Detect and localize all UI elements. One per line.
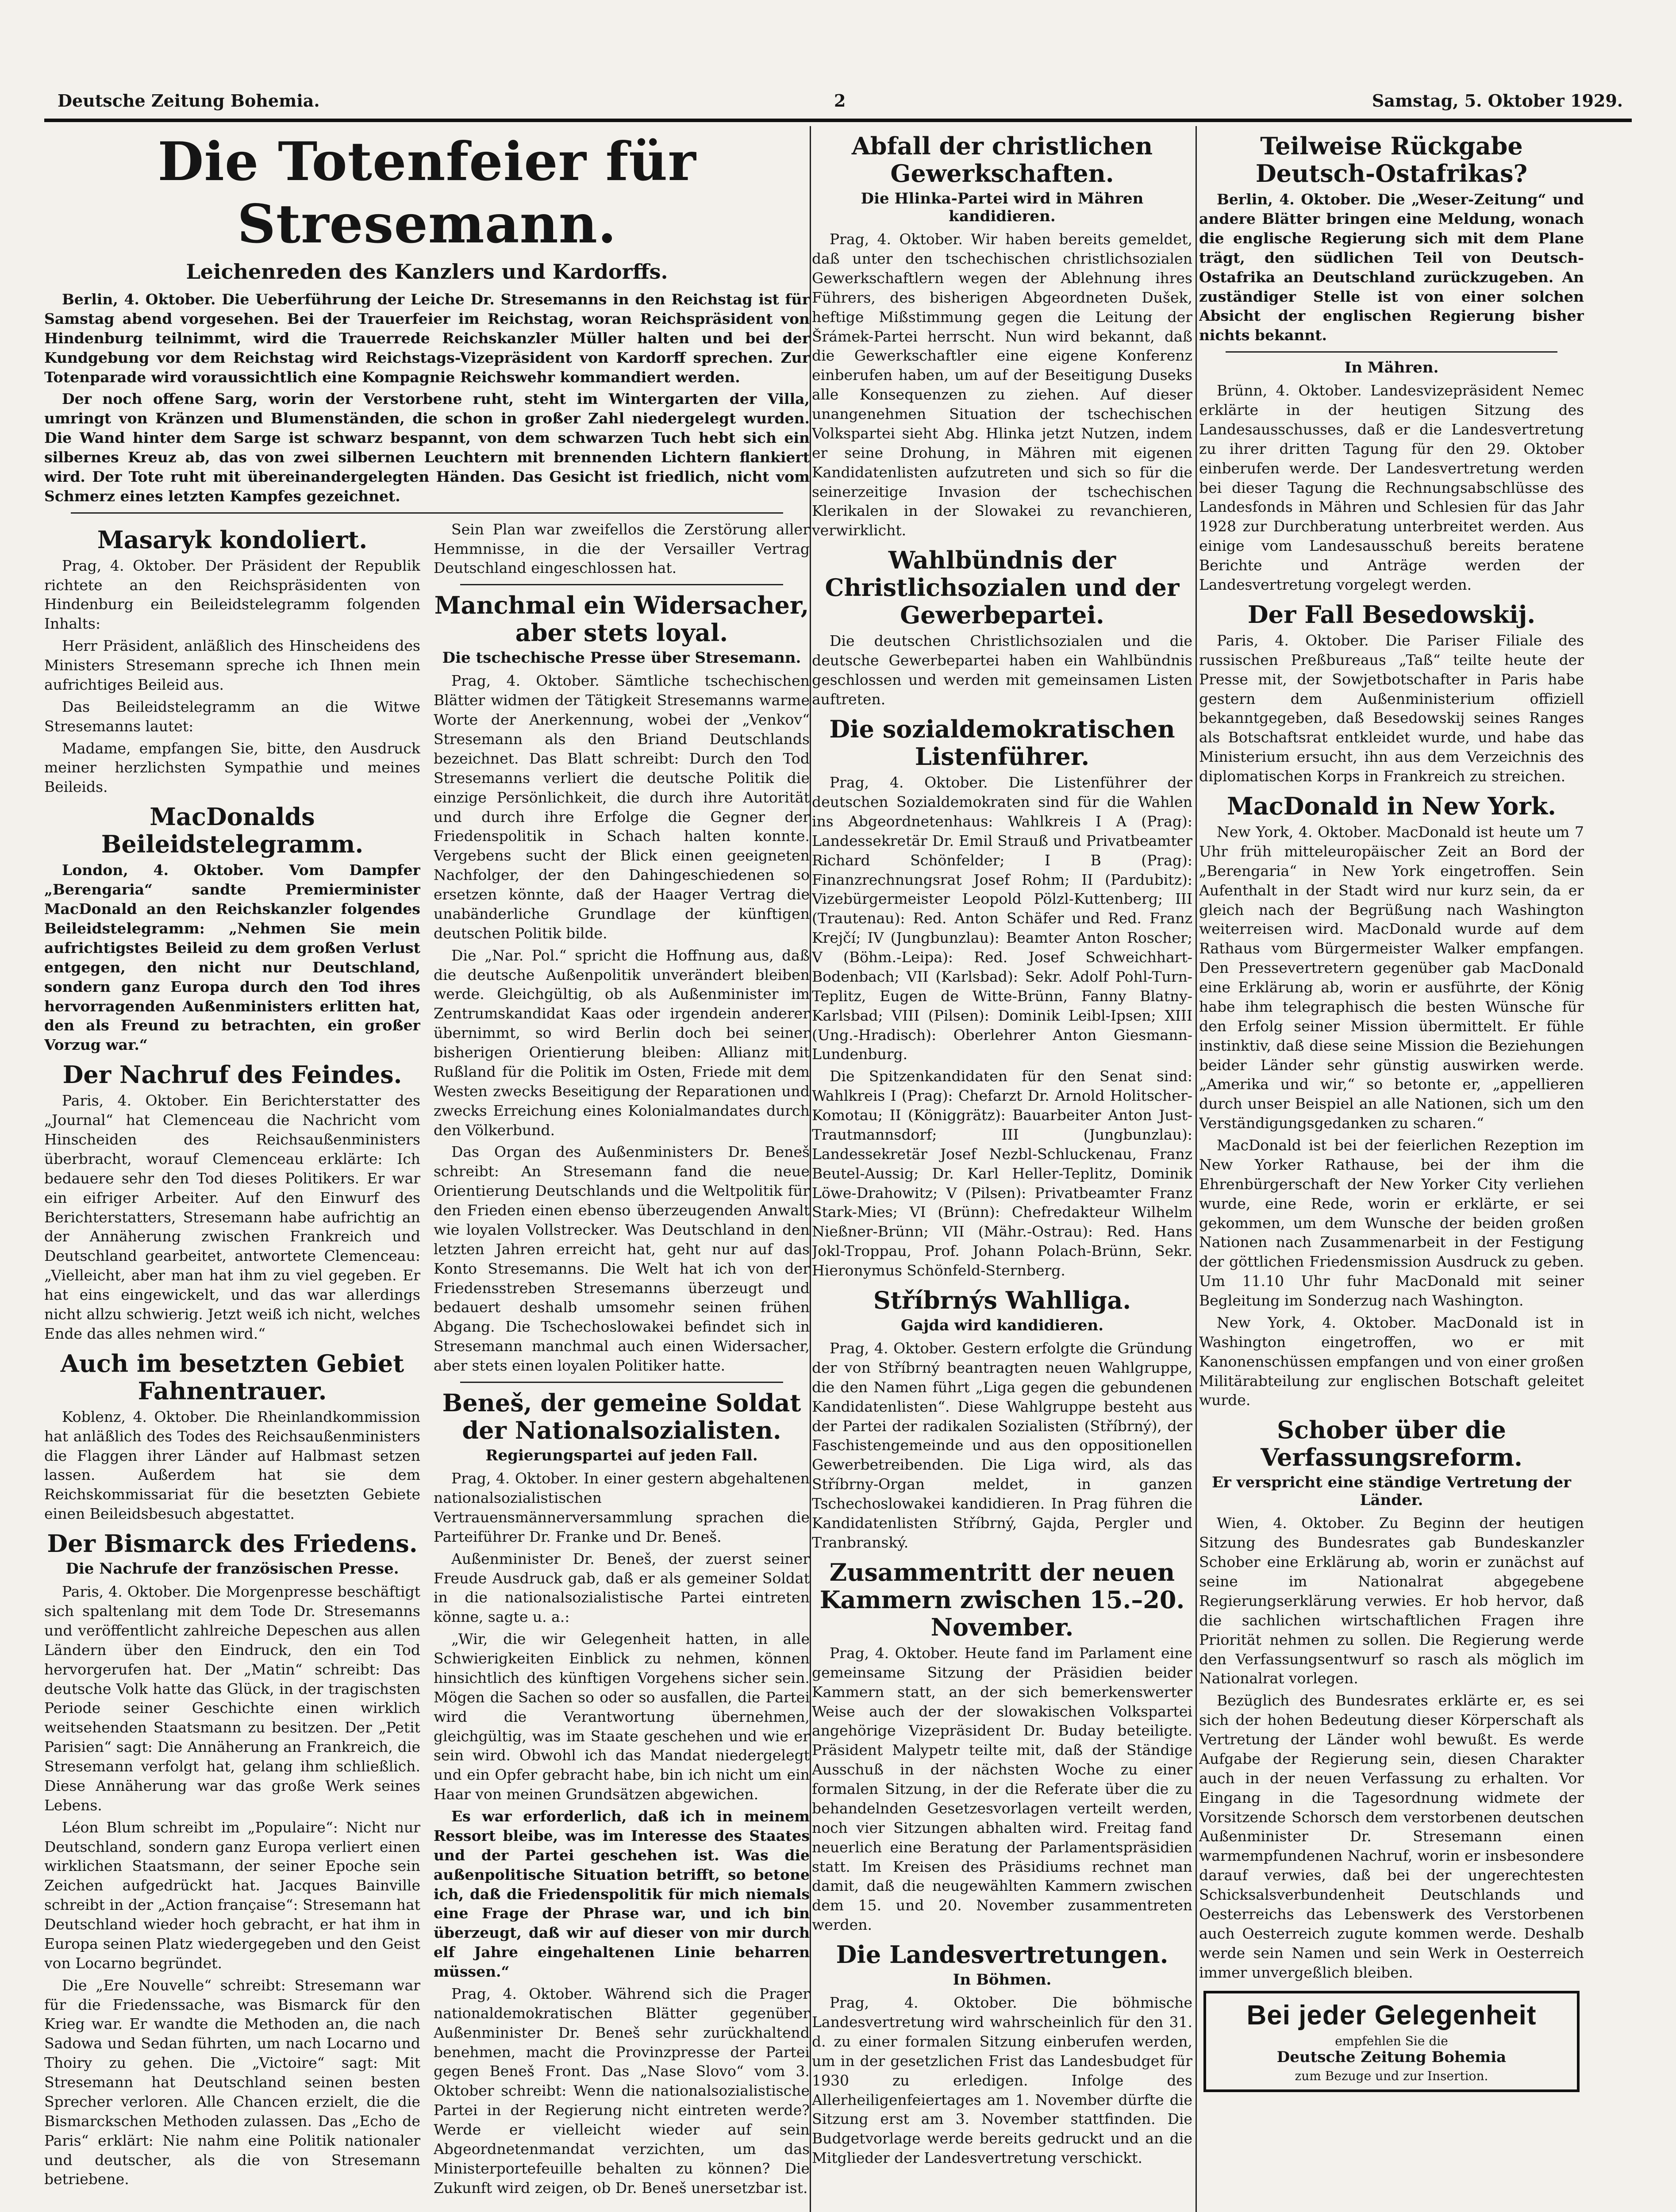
article-subheadline: In Böhmen. xyxy=(953,1971,1052,1989)
divider xyxy=(71,512,783,514)
article-paragraph: Sein Plan war zweifellos die Zerstörung aller Hemmnisse, in die der Versailler Vertrag Deutschland eingeschlossen hat. xyxy=(434,520,810,577)
article-paragraph: Die Spitzenkandidaten für den Senat sind: Wahlkreis I (Prag): Chefarzt Dr. Arnold Holitscher-Komotau; II (Königgrätz): Bauarbeiter Anton Just-Trautmannsdorf; III (Jungbunzlau): Landessekretär Josef Nezbl-Schluckenau, Franz Beutel-Aussig; Dr. Karl Heller-Teplitz, Dominik Löwe-Drahowitz; V (Pilsen): Privatbeamter Franz Stark-Mies; VI (Brünn): Chefredakteur Wilhelm Nießner-Brünn; VII (Mähr.-Ostrau): Red. Hans Jokl-Troppau, Prof. Johann Polach-Brünn, Sekr. Hieronymus Schönfeld-Sternberg. xyxy=(812,1068,1192,1279)
column-2 xyxy=(434,520,810,2200)
article-paragraph: New York, 4. Oktober. MacDonald ist in Washington eingetroffen, wo er mit Kanonenschüssen empfangen und von einer großen Militärabteilung zur englischen Botschaft geleitet wurde. xyxy=(1199,1313,1584,1409)
article-headline: Die sozialdemokratischen Listenführer. xyxy=(829,714,1175,771)
article-paragraph: Prag, 4. Oktober. Wir haben bereits gemeldet, daß unter den tschechischen christlichsozialen Gewerkschaftlern wegen der Ablehnung ihres Führers, des bisherigen Abgeordneten Dušek, heftige Mißstimmung gegen die Leitung der Šrámek-Partei herrscht. Nun wird bekannt, daß die Gewerkschaftler eine eigene Konferenz einberufen haben, um auf der Beseitigung Duseks alle Konsequenzen zu ziehen. Auf dieser unangenehmen Situation der tschechischen Volkspartei sieht Abg. Hlinka jetzt Nutzen, indem er seine Drohung, in Mähren mit eigenen Kandidatenlisten aufzutreten und sich so für die seinerzeitige Invasion der tschechischen Klerikalen in der Slowakei zu revanchieren, verwirklicht. xyxy=(812,230,1192,539)
article-headline: Zusammentritt der neuen Kammern zwischen 15.–20. November. xyxy=(819,1558,1185,1641)
article-paragraph: Prag, 4. Oktober. In einer gestern abgehaltenen nationalsozialistischen Vertrauensmännerversammlung sprachen die Parteiführer Dr. Franke und Dr. Beneš. xyxy=(434,1470,810,1545)
article-paragraph: New York, 4. Oktober. MacDonald ist heute um 7 Uhr früh mitteleuropäischer Zeit an Bord der „Berengaria“ in New York eingetroffen. Sein Aufenthalt in der Stadt wird nur kurz sein, da er gleich nach der Begrüßung nach Washington weiterreisen wird. MacDonald wurde auf dem Rathaus vom Bürgermeister Walker empfangen. Den Pressevertretern gegenüber gab MacDonald eine Erklärung ab, worin er ausführte, der König habe ihm telegraphisch die besten Wünsche für den Erfolg seiner Mission übermittelt. Er fühle instinktiv, daß diese seine Mission die Beziehungen beider Länder sehr günstig auswirken werde. „Amerika und wir,“ so betonte er, „appellieren durch unser Beispiel an alle Nationen, sich um den Verständigungsgedanken zu scharen.“ xyxy=(1199,823,1584,1132)
lead-subheadline: Leichenreden des Kanzlers und Kardorffs. xyxy=(186,260,668,284)
column-3 xyxy=(812,126,1192,2212)
article-headline: Manchmal ein Widersacher, aber stets loyal. xyxy=(434,591,809,647)
lead-headline: Die Totenfeier für Stresemann. xyxy=(158,131,696,255)
article-paragraph: Paris, 4. Oktober. Die Morgenpresse beschäftigt sich spaltenlang mit dem Tode Dr. Stresemanns und veröffentlicht zahlreiche Depeschen aus allen Ländern über den Eindruck, den ein Tod hervorgerufen hat. Der „Matin“ schreibt: Das deutsche Volk hatte das Glück, in der tragischsten Periode seiner Geschichte einen wirklich weitsehenden Staatsmann zu besitzen. Der „Petit Parisien“ sagt: Die Annäherung an Frankreich, die Stresemann verfolgt hat, gelang ihm schließlich. Diese Annäherung war das große Werk seines Lebens. xyxy=(44,1583,420,1814)
article-paragraph: „Wir, die wir Gelegenheit hatten, in alle Schwierigkeiten Einblick zu nehmen, können hinsichtlich des künftigen Vorgehens sicher sein. Mögen die Sachen so oder so ausfallen, die Partei wird die Verantwortung übernehmen, gleichgültig, was im Staate geschehen und wie er sein wird. Obwohl ich das Mandat niedergelegt und ein Opfer gebracht habe, bin ich nicht um ein Haar von meinen Grundsätzen abgewichen. xyxy=(434,1630,810,1803)
article-subheadline: Gajda wird kandidieren. xyxy=(900,1317,1104,1334)
article-headline: MacDonald in New York. xyxy=(1227,791,1556,820)
article-paragraph: MacDonald ist bei der feierlichen Rezeption im New Yorker Rathause, bei der ihm die Ehrenbürgerschaft der New Yorker City verliehen wurde, eine Rede, worin er erklärte, er sei gekommen, um dem Wunsche der beiden großen Nationen nach Zusammenarbeit in der Festigung der göttlichen Friedensmission Ausdruck zu geben. Um 11.10 Uhr fuhr MacDonald mit seiner Begleitung im Sonderzug nach Washington. xyxy=(1199,1137,1584,1309)
article-paragraph: Das Organ des Außenministers Dr. Beneš schreibt: An Stresemann fand die neue Orientierung Deutschlands und die Weltpolitik für den Frieden einen ebenso überzeugenden Anwalt wie loyalen Vollstrecker. Was Deutschland in den letzten Jahren erreicht hat, geht nur auf das Konto Stresemanns. Die Welt hat ich von der Friedensstreben Stresemanns überzeugt und bedauert deshalb umsomehr seinen frühen Abgang. Die Tschechoslowakei befindet sich in Stresemann manchmal auch einen Widersacher, aber stets einen loyalen Politiker hatte. xyxy=(434,1143,810,1375)
article-subheadline: Die tschechische Presse über Stresemann. xyxy=(442,649,801,667)
divider xyxy=(1226,351,1557,353)
article-paragraph: Prag, 4. Oktober. Der Präsident der Republik richtete an den Reichspräsidenten von Hindenburg ein Beileidstelegramm folgenden Inhalts: xyxy=(44,557,420,633)
article-headline: Wahlbündnis der Christlichsozialen und der Gewerbepartei. xyxy=(825,546,1180,630)
article-paragraph: Wien, 4. Oktober. Zu Beginn der heutigen Sitzung des Bundesrates gab Bundeskanzler Schober eine Erklärung ab, worin er zunächst auf seine im Nationalrat abgegebene Regierungserklärung verwies. Er hob hervor, daß die sachlichen wirtschaftlichen Fragen ihre Priorität nehmen zu sollen. Die Regierung werde den Verfassungsentwurf so rasch als möglich im Nationalrat vorlegen. xyxy=(1199,1514,1584,1687)
article-paragraph: Herr Präsident, anläßlich des Hinscheidens des Ministers Stresemann spreche ich Ihnen mein aufrichtiges Beileid aus. xyxy=(44,637,420,693)
article-paragraph: Prag, 4. Oktober. Die böhmische Landesvertretung wird wahrscheinlich für den 31. d. zu einer formalen Sitzung einberufen werden, um in der gesetzlichen Frist das Landesbudget für 1930 zu erledigen. Infolge des Allerheiligenfeiertages am 1. November dürfte die Sitzung erst am 3. November stattfinden. Die Budgetvorlage werde bereits gedruckt und an die Mitglieder der Landesvertretung verschickt. xyxy=(812,1994,1192,2167)
column-4 xyxy=(1199,126,1584,2212)
article-paragraph: Brünn, 4. Oktober. Landesvizepräsident Nemec erklärte in der heutigen Sitzung des Landesausschusses, daß er die Landesvertretung zu ihrer dritten Tagung für den 29. Oktober einberufen werde. Der Landesvertretung werden bei dieser Tagung die Rechnungsabschlüsse des Landesfonds in Mähren und Schlesien für das Jahr 1928 zur Durchberatung unterbreitet werden. Aus einige vom Landesausschuß bereits beratene Berichte und Anträge werden der Landesvertretung vorgelegt werden. xyxy=(1199,382,1584,593)
ad-line: zum Bezuge und zur Insertion. xyxy=(1295,2069,1488,2084)
article-paragraph: Prag, 4. Oktober. Während sich die Prager nationaldemokratischen Blätter gegenüber Außenminister Dr. Beneš sehr zurückhaltend benehmen, macht die Provinzpresse der Partei gegen Beneš Front. Das „Nase Slovo“ vom 3. Oktober schreibt: Wenn die nationalsozialistische Partei in der Regierung nicht eintreten werde? Werde er vielleicht wieder auf sein Abgeordnetenmandat verzichten, um das Ministerportefeuille behalten zu können? Die Zukunft wird zeigen, ob Dr. Beneš unersetzbar ist. xyxy=(434,1985,810,2197)
article-subheadline: In Mähren. xyxy=(1344,359,1439,377)
article-paragraph: Es war erforderlich, daß ich in meinem Ressort bleibe, was im Interesse des Staates und der Partei geschehen ist. Was die außenpolitische Situation betrifft, so betone ich, daß die Friedenspolitik für mich niemals eine Frage der Phrase war, und ich bin überzeugt, daß wir auf dieser von mir durch elf Jahre eingehaltenen Linie beharren müssen.“ xyxy=(434,1808,810,1980)
article-headline: Der Nachruf des Feindes. xyxy=(62,1060,402,1089)
article-subheadline: Die Hlinka-Partei wird in Mähren kandidieren. xyxy=(861,190,1144,226)
columns-left xyxy=(44,126,810,2212)
article-headline: Teilweise Rückgabe Deutsch-Ostafrikas? xyxy=(1255,132,1528,188)
article-headline: Beneš, der gemeine Soldat der Nationalsozialisten. xyxy=(442,1388,801,1445)
article-paragraph: Die „Ere Nouvelle“ schreibt: Stresemann war für die Friedenssache, was Bismarck für den Krieg war. Er wandte die Methoden an, die nach Sadowa und Sedan führten, um nach Locarno und Thoiry zu gehen. Die „Victoire“ sagt: Mit Stresemann hat Deutschland seinen besten Sprecher verloren. Alle Chancen erzielt, die die Bismarckschen Methoden zulassen. Das „Echo de Paris“ erklärt: Nie nahm eine Politik nationaler und deutscher, als die von Stresemann betriebene. xyxy=(44,1976,420,2188)
article-paragraph: Die „Nar. Pol.“ spricht die Hoffnung aus, daß die deutsche Außenpolitik unverändert bleiben werde. Gleichgültig, ob als Außenminister im Zentrumskandidat Kaas oder irgendein anderer übernimmt, so wird Berlin doch bei seiner bisherigen Orientierung bleiben: Allianz mit Rußland für die Politik im Osten, Friede mit dem Westen zwecks Beseitigung der Reparationen und zwecks Erreichung eines Kolonialmandates durch den Völkerbund. xyxy=(434,946,810,1139)
article-paragraph: Bezüglich des Bundesrates erklärte er, es sei sich der hohen Bedeutung dieser Körperschaft als Vertretung der Länder wohl bewußt. Es werde Aufgabe der Regierung sein, diesen Charakter auch in der neuen Verfassung zu erhalten. Vor Eingang in die Tagesordnung widmete der Vorsitzende Schorsch dem verstorbenen deutschen Außenminister Dr. Stresemann einen warmempfundenen Nachruf, worin er insbesondere darauf verwies, daß bei der ungerechtesten Schicksalsverbundenheit Deutschlands und Oesterreichs das Lebenswerk des Verstorbenen auch Oesterreich zugute kommen werde. Deshalb werde sein Namen und sein Werk in Oesterreich immer unvergeßlich bleiben. xyxy=(1199,1692,1584,1981)
article-subheadline: Er verspricht eine ständige Vertretung der Länder. xyxy=(1211,1474,1572,1509)
ad-line: empfehlen Sie die xyxy=(1335,2034,1448,2049)
header-rule xyxy=(44,119,1632,122)
article-headline: Der Bismarck des Friedens. xyxy=(47,1529,418,1558)
article-paragraph: Prag, 4. Oktober. Sämtliche tschechischen Blätter widmen der Tätigkeit Stresemanns warme Worte der Anerkennung, wobei der „Venkov“ Stresemann als den Briand Deutschlands bezeichnet. Das Blatt schreibt: Durch den Tod Stresemanns verliert die deutsche Politik die einzige Persönlichkeit, die durch ihre Autorität und durch ihre Erfolge die Gegner der Friedenspolitik in Schach halten konnte. Vergebens sucht der Blick einen geeigneten Nachfolger, der den Dahingeschiedenen so ersetzen könnte, daß der Haager Vertrag die unabänderliche Grundlage der künftigen deutschen Politik bilde. xyxy=(434,672,810,942)
article-paragraph: Paris, 4. Oktober. Ein Berichterstatter des „Journal“ hat Clemenceau die Nachricht vom Hinscheiden des Reichsaußenministers überbracht, worauf Clemenceau erklärte: Ich bedauere sehr den Tod dieses Politikers. Er war ein eifriger Arbeiter. Auf den Einwurf des Berichterstatters, Stresemann habe aufrichtig an der Annäherung zwischen Frankreich und Deutschland gearbeitet, antwortete Clemenceau: „Vielleicht, aber man hat ihm zu viel gegeben. Er hat eins eingewickelt, und das war allerdings nicht allzu schwierig. Jetzt weiß ich nicht, welches Ende das alles nehmen wird.“ xyxy=(44,1092,420,1342)
column-divider xyxy=(810,126,811,2212)
article-paragraph: Koblenz, 4. Oktober. Die Rheinlandkommission hat anläßlich des Todes des Reichsaußenministers die Flaggen ihrer Länder auf Halbmast setzen lassen. Außerdem hat sie dem Reichskommissariat für die besetzten Gebiete einen Beileidsbesuch abgestattet. xyxy=(44,1408,420,1523)
ad-headline: Bei jeder Gelegenheit xyxy=(1246,2000,1537,2031)
article-headline: Abfall der christlichen Gewerkschaften. xyxy=(851,132,1153,188)
lead-paragraph: Berlin, 4. Oktober. Die Ueberführung der Leiche Dr. Stresemanns in den Reichstag ist für Samstag abend vorgesehen. Bei der Trauerfeier im Reichstag, woran Reichspräsident von Hindenburg teilnimmt, wird die Trauerrede Reichskanzler Müller halten und bei der Kundgebung vor dem Reichstag wird Reichstags-Vizepräsident von Kardorff sprechen. Zur Totenparade wird voraussichtlich eine Kompagnie Reichswehr kommandiert werden. xyxy=(44,291,810,386)
divider xyxy=(460,1382,783,1383)
article-paragraph: Léon Blum schreibt im „Populaire“: Nicht nur Deutschland, sondern ganz Europa verliert einen wirklichen Staatsmann, der seiner Epoche sein Zeichen aufgedrückt hat. Jacques Bainville schreibt in der „Action française“: Stresemann hat Deutschland wieder hoch gebracht, er hat ihm in Europa seinen Platz wiedergegeben und den Geist von Locarno begründet. xyxy=(44,1818,420,1972)
divider xyxy=(460,584,783,585)
column-1 xyxy=(44,520,420,2200)
ad-newspaper-name: Deutsche Zeitung Bohemia xyxy=(1276,2048,1507,2066)
article-paragraph: London, 4. Oktober. Vom Dampfer „Berengaria“ sandte Premierminister MacDonald an den Reichskanzler folgendes Beileidstelegramm: „Nehmen Sie mein aufrichtigstes Beileid zu dem großen Verlust entgegen, den nicht nur Deutschland, sondern ganz Europa durch den Tod ihres hervorragenden Außenministers erlitten hat, den als Freund zu betrachten, ein großer Vorzug war.“ xyxy=(44,861,420,1054)
newspaper-name: Deutsche Zeitung Bohemia. xyxy=(58,91,320,111)
article-headline: Der Fall Besedowskij. xyxy=(1247,600,1536,629)
article-subheadline: Regierungspartei auf jeden Fall. xyxy=(485,1447,758,1465)
issue-date: Samstag, 5. Oktober 1929. xyxy=(1372,91,1623,111)
lead-paragraph: Der noch offene Sarg, worin der Verstorbene ruht, steht im Wintergarten der Villa, umringt von Kränzen und Blumenständen, die schon in großer Zahl niedergelegt wurden. Die Wand hinter dem Sarge ist schwarz bespannt, von dem schwarzen Tuch hebt sich ein silbernes Kreuz ab, das von zwei silbernen Leuchtern mit brennenden Lichtern flankiert wird. Der Tote ruht mit übereinandergelegten Händen. Das Gesicht ist friedlich, nicht vom Schmerz eines letzten Kampfes gezeichnet. xyxy=(44,390,810,505)
article-paragraph: Prag, 4. Oktober. Heute fand im Parlament eine gemeinsame Sitzung der Präsidien beider Kammern statt, an der sich bemerkenswerter Weise auch der der slowakischen Volkspartei angehörige Vizepräsident Dr. Buday beteiligte. Präsident Malypetr teilte mit, daß der Ständige Ausschuß in der nächsten Woche zu einer formalen Sitzung, in der die Referate über die zu behandelnden Gesetzesvorlagen verteilt werden, noch vier Sitzungen abhalten wird. Freitag fand neuerlich eine Beratung der Parlamentspräsidien statt. Im Kreisen des Präsidiums rechnet man damit, daß die neugewählten Kammern zwischen dem 15. und 20. November zusammentreten werden. xyxy=(812,1644,1192,1934)
page-number: 2 xyxy=(834,91,846,111)
article-headline: Masaryk kondoliert. xyxy=(97,525,368,554)
article-subheadline: Die Nachrufe der französischen Presse. xyxy=(65,1560,399,1578)
article-headline: MacDonalds Beileidstelegramm. xyxy=(101,803,364,859)
article-paragraph: Prag, 4. Oktober. Gestern erfolgte die Gründung der von Stříbrný beantragten neuen Wahlgruppe, die den Namen führt „Liga gegen die gebundenen Kandidatenlisten“. Diese Wahlgruppe besteht aus der Partei der radikalen Sozialisten (Stříbrný), der Faschistengemeinde und aus den oppositionellen Gewerbetreibenden. Die Liga wird, als das Stříbrny-Organ meldet, in ganzen Tschechoslowakei kandidieren. In Prag führen die Kandidatenlisten Stříbrný, Gajda, Pergler und Tranbranský. xyxy=(812,1340,1192,1551)
article-paragraph: Berlin, 4. Oktober. Die „Weser-Zeitung“ und andere Blätter bringen eine Meldung, wonach die englische Regierung sich mit dem Plane trägt, den südlichen Teil von Deutsch-Ostafrika an Deutschland zurückzugeben. An zuständiger Stelle ist von einer solchen Absicht der englischen Regierung bisher nichts bekannt. xyxy=(1199,191,1584,344)
article-paragraph: Außenminister Dr. Beneš, der zuerst seiner Freude Ausdruck gab, daß er als gemeiner Soldat in die nationalsozialistische Partei eintreten könne, sagte u. a.: xyxy=(434,1550,810,1626)
advertisement-box xyxy=(1203,1991,1580,2092)
article-paragraph: Madame, empfangen Sie, bitte, den Ausdruck meiner herzlichsten Sympathie und meines Beileids. xyxy=(44,739,420,796)
page-header xyxy=(44,86,1632,113)
article-headline: Stříbrnýs Wahlliga. xyxy=(873,1286,1131,1314)
article-paragraph: Paris, 4. Oktober. Die Pariser Filiale des russischen Preßbureaus „Taß“ teilte heute der Presse mit, der Sowjetbotschafter in Paris habe gestern dem Außenministerium offiziell bekanntgegeben, daß Besedowskij seines Ranges als Botschaftsrat entkleidet wurde, und habe das Ministerium ersucht, ihn aus dem Verzeichnis des diplomatischen Korps in Frankreich zu streichen. xyxy=(1199,631,1584,785)
column-divider xyxy=(1195,126,1197,2212)
article-paragraph: Prag, 4. Oktober. Die Listenführer der deutschen Sozialdemokraten sind für die Wahlen ins Abgeordnetenhaus: Wahlkreis I A (Prag): Landessekretär Dr. Emil Strauß und Privatbeamter Richard Schönfelder; I B (Prag): Finanzrechnungsrat Josef Rohm; II (Pardubitz): Vizebürgermeister Leopold Pölzl-Kuttenberg; III (Trautenau): Red. Anton Schäfer und Red. Franz Krejčí; IV (Jungbunzlau): Beamter Anton Roscher; V (Böhm.-Leipa): Red. Josef Schweichhart-Bodenbach; VII (Karlsbad): Sekr. Adolf Pohl-Turn-Teplitz, Eugen de Witte-Brünn, Fanny Blatny-Karlsbad; VIII (Pilsen): Dominik Leibl-Ipsen; XIII (Ung.-Hradisch): Oberlehrer Anton Giesmann-Lundenburg. xyxy=(812,774,1192,1063)
article-headline: Schober über die Verfassungsreform. xyxy=(1261,1416,1522,1472)
article-headline: Auch im besetzten Gebiet Fahnentrauer. xyxy=(60,1349,404,1405)
article-headline: Die Landesvertretungen. xyxy=(836,1940,1169,1969)
article-paragraph: Das Beileidstelegramm an die Witwe Stresemanns lautet: xyxy=(44,698,420,735)
article-paragraph: Die deutschen Christlichsozialen und die deutsche Gewerbepartei haben ein Wahlbündnis geschlossen und werden mit gemeinsamen Listen auftreten. xyxy=(812,632,1192,708)
